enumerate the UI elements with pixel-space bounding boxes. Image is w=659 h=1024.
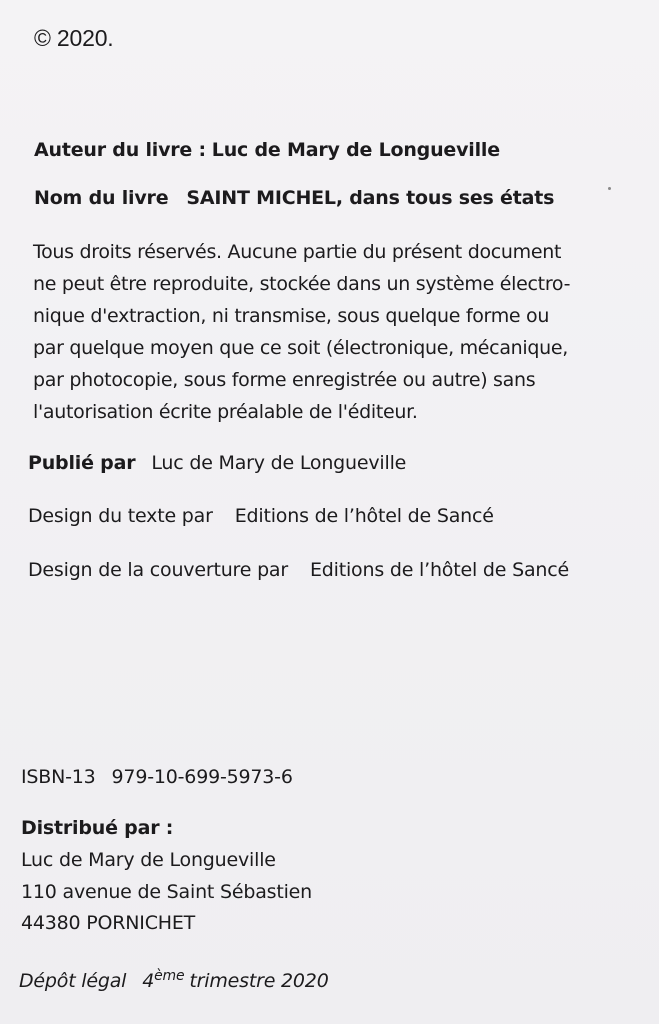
author-label: Auteur du livre :	[34, 139, 206, 161]
legal-deposit-ordinal: ème	[154, 968, 185, 984]
legal-deposit-label: Dépôt légal	[19, 970, 127, 992]
isbn-number: 979-10-699-5973-6	[111, 766, 293, 788]
text-design-line	[28, 503, 494, 529]
legal-deposit-number: 4	[142, 970, 155, 992]
publisher-name: Luc de Mary de Longueville	[151, 452, 407, 474]
cover-design-value: Editions de l’hôtel de Sancé	[309, 559, 569, 581]
rights-line: ne peut être reproduite, stockée dans un système électro-	[33, 273, 571, 295]
isbn-label: ISBN-13	[21, 766, 96, 788]
legal-deposit-period: trimestre 2020	[189, 970, 329, 992]
distributor-city: 44380 PORNICHET	[21, 912, 196, 934]
rights-line: par quelque moyen que ce soit (électronique, mécanique,	[33, 337, 569, 359]
legal-deposit-line	[19, 968, 329, 996]
text-design-label: Design du texte par	[28, 505, 213, 527]
book-title-label: Nom du livre	[34, 187, 169, 209]
book-title-line	[34, 185, 554, 211]
rights-line: par photocopie, sous forme enregistrée ou autre) sans	[33, 369, 536, 391]
rights-paragraph	[33, 236, 643, 428]
text-design-value: Editions de l’hôtel de Sancé	[234, 505, 494, 527]
cover-design-label: Design de la couverture par	[28, 559, 288, 581]
author-line	[34, 137, 500, 163]
paper-speck	[608, 187, 611, 190]
publisher-label: Publié par	[28, 452, 136, 474]
isbn-line	[21, 764, 293, 790]
distributor-name: Luc de Mary de Longueville	[21, 849, 276, 871]
book-title: SAINT MICHEL, dans tous ses états	[186, 187, 555, 209]
rights-line: nique d'extraction, ni transmise, sous quelque forme ou	[33, 305, 550, 327]
distribution-label: Distribué par :	[21, 817, 174, 839]
distributor-street: 110 avenue de Saint Sébastien	[21, 881, 313, 903]
rights-line: l'autorisation écrite préalable de l'éditeur.	[33, 401, 418, 423]
author-name: Luc de Mary de Longueville	[211, 139, 500, 161]
publisher-line	[28, 450, 406, 476]
copyright-notice: © 2020.	[34, 25, 114, 51]
rights-line: Tous droits réservés. Aucune partie du présent document	[33, 241, 562, 263]
cover-design-line	[28, 557, 569, 583]
